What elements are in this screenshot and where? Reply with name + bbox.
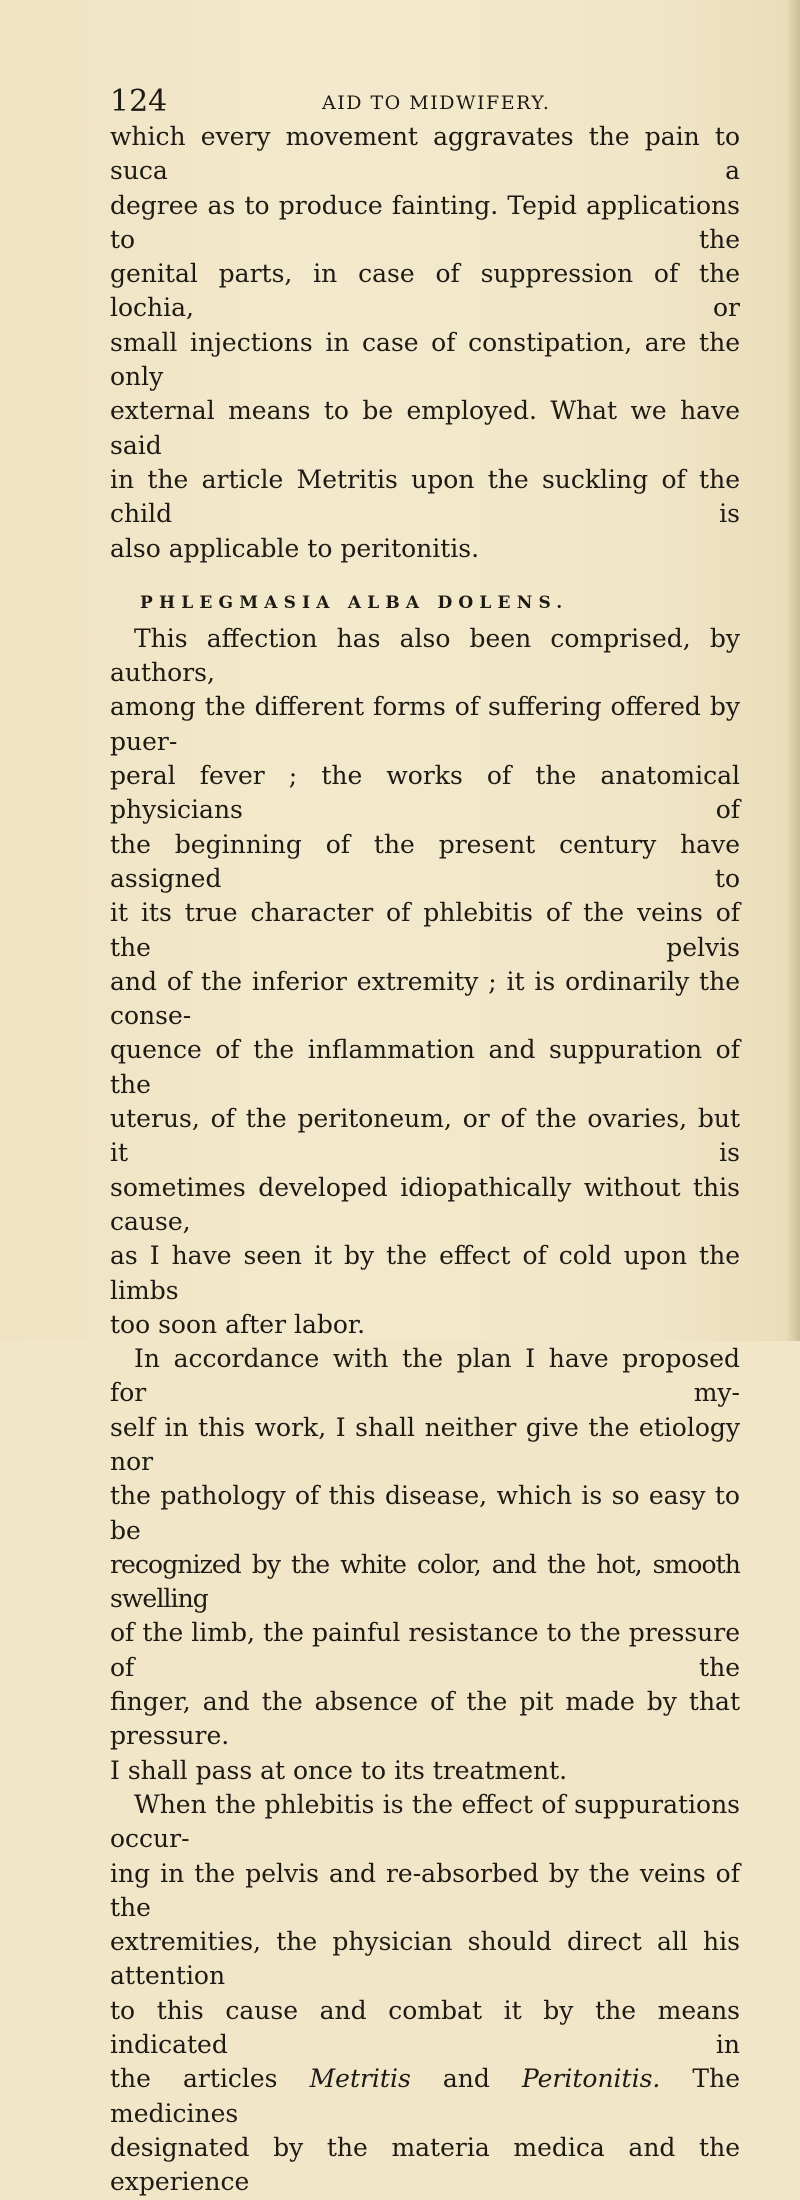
text-line: the beginning of the present century have assigned to — [110, 829, 740, 893]
text-line: also applicable to peritonitis. — [110, 533, 480, 563]
italic-peritonitis: Peritonitis. — [521, 2064, 661, 2094]
text-line: too soon after labor. — [110, 1309, 366, 1339]
text-line: and of the inferior extremity ; it is ordinarily the conse- — [110, 966, 740, 1031]
text-line: recognized by the white color, and the hot, smooth swelling — [110, 1549, 740, 1614]
text-line: which every movement aggravates the pain to suca a — [110, 122, 740, 186]
body-text — [110, 120, 740, 2200]
text-line: the pathology of this disease, which is so easy to be — [110, 1481, 740, 1545]
text-line: self in this work, I shall neither give the etiology nor — [110, 1412, 740, 1476]
line-start: the articles — [110, 2064, 278, 2094]
text-line: external means to be employed. What we have said — [110, 396, 740, 460]
page-number: 124 — [110, 84, 168, 119]
word-and: and — [442, 2064, 490, 2094]
paragraph-plan — [110, 1342, 740, 1788]
text-line: to this cause and combat it by the means indicated in — [110, 1995, 740, 2060]
text-line: quence of the inflammation and suppuration of the — [110, 1035, 740, 1099]
text-line: finger, and the absence of the pit made by that pressure. — [110, 1687, 740, 1751]
text-line-with-italics — [110, 2062, 740, 2131]
page-edge-shadow — [786, 0, 800, 1341]
paragraph-continued — [110, 120, 740, 566]
text-line: in the article Metritis upon the suckling of the child is — [110, 464, 740, 529]
running-title: AID TO MIDWIFERY. — [322, 92, 551, 114]
text-line: In accordance with the plan I have proposed for my- — [110, 1344, 740, 1408]
paragraph-phlebitis — [110, 1788, 740, 2200]
text-line: This affection has also been comprised, by authors, — [110, 623, 740, 688]
text-line: among the different forms of suffering offered by puer- — [110, 692, 740, 756]
text-line: as I have seen it by the effect of cold upon the limbs — [110, 1241, 740, 1305]
text-line: uterus, of the peritoneum, or of the ovaries, but it is — [110, 1104, 740, 1168]
line-end: The medicines — [110, 2064, 740, 2128]
text-line: ing in the pelvis and re-absorbed by the veins of the — [110, 1858, 740, 1922]
text-line: sometimes developed idiopathically without this cause, — [110, 1172, 740, 1236]
text-line: extremities, the physician should direct all his attention — [110, 1927, 740, 1991]
running-head — [110, 84, 740, 124]
text-line: small injections in case of constipation, are the only — [110, 327, 740, 392]
text-line: degree as to produce fainting. Tepid applications to the — [110, 190, 740, 254]
text-line: of the limb, the painful resistance to the pressure of the — [110, 1618, 740, 1682]
text-line: designated by the materia medica and the experience — [110, 2132, 740, 2197]
text-line: genital parts, in case of suppression of the lochia, or — [110, 259, 740, 323]
section-heading: PHLEGMASIA ALBA DOLENS. — [140, 592, 569, 613]
paragraph-affection — [110, 622, 740, 1342]
text-line: it its true character of phlebitis of the veins of the pelvis — [110, 898, 740, 962]
text-line: I shall pass at once to its treatment. — [110, 1755, 568, 1785]
text-line: When the phlebitis is the effect of suppurations occur- — [110, 1789, 740, 1854]
italic-metritis: Metritis — [309, 2064, 411, 2094]
text-line: peral fever ; the works of the anatomical physicians of — [110, 761, 740, 825]
